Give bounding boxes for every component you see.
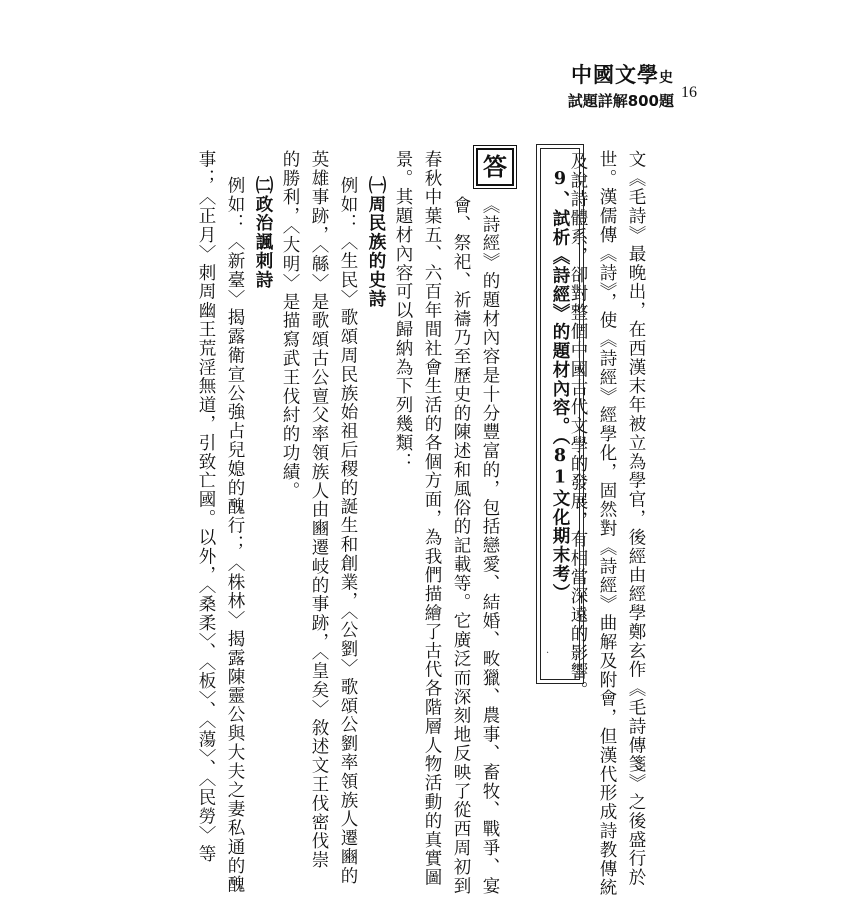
section-heading-1: ㈠周民族的史詩	[366, 176, 386, 309]
page-number: 16	[681, 84, 697, 101]
answer-line-11: 事；〈正月〉刺周幽王荒淫無道，引致亡國。以外，〈桑柔〉、〈板〉、〈蕩〉、〈民勞〉等	[196, 150, 216, 864]
question-text: 9、試析《詩經》的題材內容。（81文化期末考）	[550, 169, 570, 603]
book-subtitle: 試題詳解800題	[567, 92, 674, 110]
intro-line-3: 及說詩體系，卻對整個中國古代文學的發展，有相當深遠的影響。	[568, 152, 588, 701]
brand-small: 史	[659, 70, 674, 86]
answer-line-10: 例如：〈新臺〉揭露衛宣公強占兒媳的醜行；〈株林〉揭露陳靈公與大夫之妻私通的醜	[225, 176, 245, 895]
book-brand	[568, 62, 674, 91]
answer-line-3: 春秋中葉五、六百年間社會生活的各個方面，為我們描繪了古代各階層人物活動的真實圖	[422, 150, 442, 888]
answer-line-2: 會、祭祀、祈禱乃至歷史的陳述和風俗的記載等。它廣泛而深刻地反映了從西周初到	[451, 196, 471, 896]
intro-line-1: 文《毛詩》最晚出，在西漢末年被立為學官，後經由經學鄭玄作《毛詩傳箋》之後盛行於	[626, 150, 646, 888]
answer-line-1: 《詩經》的題材內容是十分豐富的，包括戀愛、結婚、畋獵、農事、畜牧、戰爭、宴	[480, 196, 500, 896]
answer-line-6: 例如：〈生民〉歌頌周民族始祖后稷的誕生和創業，〈公劉〉歌頌公劉率領族人遷豳的	[338, 176, 358, 886]
answer-line-7: 英雄事跡，〈緜〉是歌頌古公亶父率領族人由豳遷岐的事跡，〈皇矣〉敘述文王伐密伐崇	[309, 150, 329, 870]
intro-line-2: 世。漢儒傳《詩》，使《詩經》經學化，固然對《詩經》曲解及附會，但漢代形成詩教傳統	[597, 150, 617, 897]
section-heading-2: ㈡政治諷刺詩	[253, 176, 273, 290]
stray-mark: ·	[546, 648, 550, 659]
answer-label: 答	[476, 148, 514, 186]
answer-line-4: 景。其題材內容可以歸納為下列幾類：	[393, 150, 413, 472]
brand-main: 中國文學	[571, 62, 659, 87]
question-box	[540, 148, 580, 680]
page-header	[568, 62, 674, 111]
answer-line-8: 的勝利，〈大明〉是描寫武王伐紂的功績。	[280, 150, 300, 501]
